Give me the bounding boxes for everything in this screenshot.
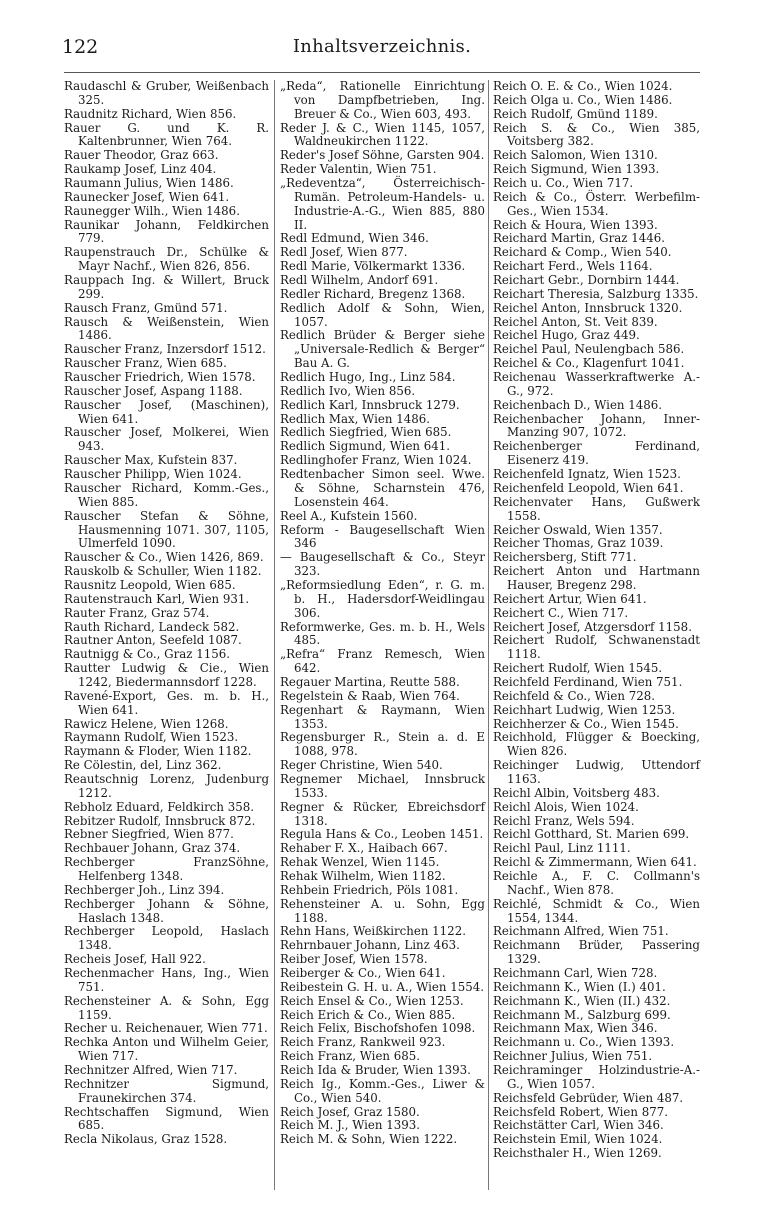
index-entry: Rauppach Ing. & Willert, Bruck 299. <box>64 273 269 301</box>
index-entry: Rautenstrauch Karl, Wien 931. <box>64 591 250 606</box>
index-entry: Raudaschl & Gruber, Weißenbach 325. <box>64 79 269 107</box>
header-rule <box>64 72 700 73</box>
index-entry: Rausch Franz, Gmünd 571. <box>64 300 228 315</box>
index-entry: Reichmann K., Wien (I.) 401. <box>493 979 666 994</box>
index-entry: Raukamp Josef, Linz 404. <box>64 162 217 177</box>
index-entry: Reichert Anton und Hartmann Hauser, Bregenz 298. <box>493 564 700 592</box>
index-entry: Redlich Adolf & Sohn, Wien, 1057. <box>280 300 485 329</box>
index-entry: Rechberger FranzSöhne, Helfenberg 1348. <box>64 855 269 883</box>
index-entry: Rechenmacher Hans, Ing., Wien 751. <box>64 966 269 994</box>
index-entry: Rechberger Johann & Söhne, Haslach 1348. <box>64 896 269 925</box>
index-entry: Rechbauer Johann, Graz 374. <box>64 841 241 856</box>
index-entry: Reichmann Brüder, Passering 1329. <box>493 938 700 967</box>
index-entry: Rautnigg & Co., Graz 1156. <box>64 647 231 662</box>
index-entry: Reich M. J., Wien 1393. <box>280 1118 421 1133</box>
index-entry: Reich O. E. & Co., Wien 1024. <box>493 79 673 93</box>
index-entry: Rauscher Max, Kufstein 837. <box>64 453 238 468</box>
index-column-2 <box>280 80 485 1147</box>
index-entry: Raudnitz Richard, Wien 856. <box>64 106 237 121</box>
index-entry: Raunikar Johann, Feldkirchen 779. <box>64 217 269 246</box>
index-entry: Raymann Rudolf, Wien 1523. <box>64 730 239 745</box>
index-entry: Reichart Gebr., Dornbirn 1444. <box>493 273 680 288</box>
index-entry: Reautschnig Lorenz, Judenburg 1212. <box>64 771 269 800</box>
index-entry: Reichert Rudolf, Schwanenstadt 1118. <box>493 633 700 662</box>
index-entry: Rechnitzer Sigmund, Fraunekirchen 374. <box>64 1076 269 1105</box>
index-entry: Reichenfeld Ignatz, Wien 1523. <box>493 467 681 482</box>
index-entry: Raunegger Wilh., Wien 1486. <box>64 203 240 218</box>
index-entry: Raymann & Floder, Wien 1182. <box>64 744 252 759</box>
index-entry: Rauskolb & Schuller, Wien 1182. <box>64 564 262 579</box>
index-entry: Reichstätter Carl, Wien 346. <box>493 1118 664 1133</box>
index-entry: Reich M. & Sohn, Wien 1222. <box>280 1132 458 1147</box>
index-entry: Rauer Theodor, Graz 663. <box>64 148 219 163</box>
index-entry: Rauer G. und K. R. Kaltenbrunner, Wien 764. <box>64 120 269 149</box>
index-entry: Reichstein Emil, Wien 1024. <box>493 1132 663 1147</box>
index-entry: Rebholz Eduard, Feldkirch 358. <box>64 799 254 814</box>
index-entry: Redlich Brüder & Berger siehe „Universale-Redlich & Berger“ Bau A. G. <box>280 328 485 371</box>
column-divider <box>274 80 275 1190</box>
index-entry: Reichmann K., Wien (II.) 432. <box>493 993 671 1008</box>
index-entry: Reichart Theresia, Salzburg 1335. <box>493 286 699 301</box>
page-header <box>62 36 702 66</box>
index-entry: Reform - Baugesellschaft Wien 346 <box>280 522 485 551</box>
index-entry: Rauscher Richard, Komm.-Ges., Wien 885. <box>64 480 269 509</box>
index-entry: Reichenau Wasserkraftwerke A.-G., 972. <box>493 370 700 398</box>
index-entry: Rautner Anton, Seefeld 1087. <box>64 633 242 648</box>
index-entry: Redlinghofer Franz, Wien 1024. <box>280 453 472 468</box>
index-entry: Redlich Sigmund, Wien 641. <box>280 439 451 454</box>
index-entry: Reichart Ferd., Wels 1164. <box>493 259 653 274</box>
index-entry: Reichert Rudolf, Wien 1545. <box>493 661 663 676</box>
index-entry: Reichel Paul, Neulengbach 586. <box>493 342 685 357</box>
index-entry: Re Cölestin, del, Linz 362. <box>64 758 222 773</box>
index-entry: Reich Josef, Graz 1580. <box>280 1104 420 1119</box>
index-entry: Rechensteiner A. & Sohn, Egg 1159. <box>64 993 269 1022</box>
index-entry: Rausch & Weißenstein, Wien 1486. <box>64 314 269 343</box>
index-entry: Rehbein Friedrich, Pöls 1081. <box>280 882 459 897</box>
index-entry: Rauter Franz, Graz 574. <box>64 605 210 620</box>
index-entry: Reibestein G. H. u. A., Wien 1554. <box>280 979 485 994</box>
index-entry: Reichsthaler H., Wien 1269. <box>493 1146 662 1161</box>
index-entry: Rauth Richard, Landeck 582. <box>64 619 240 634</box>
index-entry: Regensburger R., Stein a. d. E 1088, 978. <box>280 730 485 759</box>
index-entry: Reichl Paul, Linz 1111. <box>493 841 631 856</box>
index-entry: Reichert C., Wien 717. <box>493 605 629 620</box>
index-entry: Reich Rudolf, Gmünd 1189. <box>493 106 658 121</box>
column-divider <box>488 80 489 1190</box>
index-entry: Redlich Hugo, Ing., Linz 584. <box>280 370 456 385</box>
index-entry: Reichel & Co., Klagenfurt 1041. <box>493 356 685 371</box>
index-entry: Reich Franz, Rankweil 923. <box>280 1035 446 1050</box>
index-entry: Reichmann Alfred, Wien 751. <box>493 924 669 939</box>
index-entry: Reformwerke, Ges. m. b. H., Wels 485. <box>280 619 485 648</box>
index-entry: Reich & Co., Österr. Werbefilm-Ges., Wien 1534. <box>493 189 700 218</box>
index-entry: Redl Josef, Wien 877. <box>280 245 408 260</box>
index-entry: Rausnitz Leopold, Wien 685. <box>64 577 236 592</box>
index-entry: Reichersberg, Stift 771. <box>493 550 637 565</box>
index-entry: Reichmann Max, Wien 346. <box>493 1021 658 1036</box>
index-entry: Reichl Gotthard, St. Marien 699. <box>493 827 690 842</box>
index-entry: Reichmann M., Salzburg 699. <box>493 1007 671 1022</box>
index-entry: Redlich Siegfried, Wien 685. <box>280 425 452 440</box>
index-entry: Rauscher Stefan & Söhne, Hausmenning 1071. 307, 1105, Ulmerfeld 1090. <box>64 508 269 551</box>
index-entry: Reich Sigmund, Wien 1393. <box>493 162 660 177</box>
page-number: 122 <box>62 36 99 58</box>
index-entry: Regnemer Michael, Innsbruck 1533. <box>280 771 485 800</box>
index-entry: Rehaber F. X., Haibach 667. <box>280 841 448 856</box>
index-entry: Reichfeld & Co., Wien 728. <box>493 688 655 703</box>
index-entry: Reich Ig., Komm.-Ges., Liwer & Co., Wien 540. <box>280 1076 485 1105</box>
index-entry: Reichenbach D., Wien 1486. <box>493 397 663 412</box>
index-entry: Redler Richard, Bregenz 1368. <box>280 286 466 301</box>
index-entry: Regelstein & Raab, Wien 764. <box>280 688 460 703</box>
index-entry: Reder's Josef Söhne, Garsten 904. <box>280 148 485 163</box>
index-entry: Reichlé, Schmidt & Co., Wien 1554, 1344. <box>493 896 700 925</box>
index-entry: Reel A., Kufstein 1560. <box>280 508 418 523</box>
index-entry: Rauscher & Co., Wien 1426, 869. <box>64 550 264 565</box>
index-entry: Reich Franz, Wien 685. <box>280 1049 421 1064</box>
index-entry: Ravené-Export, Ges. m. b. H., Wien 641. <box>64 688 269 717</box>
index-entry: Rechka Anton und Wilhelm Geier, Wien 717. <box>64 1035 269 1064</box>
index-entry: Reichfeld Ferdinand, Wien 751. <box>493 674 683 689</box>
index-entry: Reichmann u. Co., Wien 1393. <box>493 1035 675 1050</box>
index-entry: Reichner Julius, Wien 751. <box>493 1049 653 1064</box>
index-entry: Redtenbacher Simon seel. Wwe. & Söhne, Scharnstein 476, Losenstein 464. <box>280 467 485 509</box>
index-entry: Reiberger & Co., Wien 641. <box>280 966 446 980</box>
index-entry: Rebitzer Rudolf, Innsbruck 872. <box>64 813 256 828</box>
index-entry: Reichard & Comp., Wien 540. <box>493 245 672 260</box>
index-entry: Reich Felix, Bischofshofen 1098. <box>280 1021 476 1036</box>
index-entry: Redlich Max, Wien 1486. <box>280 411 430 426</box>
index-entry: Rehrnbauer Johann, Linz 463. <box>280 938 460 953</box>
index-entry: Reichel Anton, Innsbruck 1320. <box>493 300 683 315</box>
index-entry: Reich Olga u. Co., Wien 1486. <box>493 92 673 107</box>
index-entry: Reichel Hugo, Graz 449. <box>493 328 640 343</box>
index-entry: Rechtschaffen Sigmund, Wien 685. <box>64 1104 269 1133</box>
index-entry: Rehak Wilhelm, Wien 1182. <box>280 868 446 883</box>
index-entry: Reicher Oswald, Wien 1357. <box>493 522 663 537</box>
index-entry: Reder J. & C., Wien 1145, 1057, Waldneukirchen 1122. <box>280 120 485 149</box>
index-entry: Reichl Alois, Wien 1024. <box>493 799 639 814</box>
index-entry: Reichraminger Holzindustrie-A.-G., Wien 1057. <box>493 1063 700 1091</box>
index-entry: Reichmann Carl, Wien 728. <box>493 966 658 980</box>
index-entry: Reiber Josef, Wien 1578. <box>280 952 428 967</box>
index-entry: Reichsfeld Robert, Wien 877. <box>493 1104 669 1119</box>
index-entry: Reich & Houra, Wien 1393. <box>493 217 658 232</box>
index-entry: Raumann Julius, Wien 1486. <box>64 176 234 191</box>
index-entry: „Reformsiedlung Eden“, r. G. m. b. H., Hadersdorf-Weidlingau 306. <box>280 577 485 620</box>
index-entry: Redl Edmund, Wien 346. <box>280 231 429 246</box>
index-entry: Redlich Ivo, Wien 856. <box>280 383 416 398</box>
index-entry: Reichl Franz, Wels 594. <box>493 813 635 828</box>
index-entry: Rehensteiner A. u. Sohn, Egg 1188. <box>280 896 485 925</box>
index-entry: Raupenstrauch Dr., Schülke & Mayr Nachf., Wien 826, 856. <box>64 245 269 274</box>
index-entry: Reich u. Co., Wien 717. <box>493 176 634 191</box>
index-entry: Reichherzer & Co., Wien 1545. <box>493 716 679 731</box>
page-title: Inhaltsverzeichnis. <box>292 36 472 57</box>
index-entry: Reich Salomon, Wien 1310. <box>493 148 658 163</box>
index-entry: Rauscher Josef, Aspang 1188. <box>64 383 243 398</box>
index-entry: Reichhart Ludwig, Wien 1253. <box>493 702 676 717</box>
index-entry: Raunecker Josef, Wien 641. <box>64 189 230 204</box>
index-entry: Reich S. & Co., Wien 385, Voitsberg 382. <box>493 120 700 149</box>
index-entry: Redl Wilhelm, Andorf 691. <box>280 273 439 288</box>
index-entry: Reich Ensel & Co., Wien 1253. <box>280 993 464 1008</box>
index-entry: Reich Ida & Bruder, Wien 1393. <box>280 1063 471 1078</box>
index-entry: Rehak Wenzel, Wien 1145. <box>280 855 440 870</box>
index-entry: Rechnitzer Alfred, Wien 717. <box>64 1063 238 1078</box>
index-entry: Rauscher Philipp, Wien 1024. <box>64 467 242 482</box>
index-entry: Rauscher Friedrich, Wien 1578. <box>64 370 256 385</box>
index-entry: Reichenfeld Leopold, Wien 641. <box>493 480 684 495</box>
index-column-3 <box>493 80 700 1161</box>
index-entry: Regula Hans & Co., Leoben 1451. <box>280 827 484 842</box>
index-entry: „Reda“, Rationelle Einrichtung von Dampfbetrieben, Ing. Breuer & Co., Wien 603, 493. <box>280 79 485 121</box>
index-entry: Reichard Martin, Graz 1446. <box>493 231 666 246</box>
index-entry: „Redeventza“, Österreichisch-Rumän. Petroleum-Handels- u. Industrie-A.-G., Wien 885, 880 II. <box>280 176 485 232</box>
index-entry: Recheis Josef, Hall 922. <box>64 952 206 967</box>
index-entry: Reichert Josef, Atzgersdorf 1158. <box>493 619 692 634</box>
index-entry: Reichl Albin, Voitsberg 483. <box>493 785 660 800</box>
index-entry: Regauer Martina, Reutte 588. <box>280 674 460 689</box>
index-entry: Reicher Thomas, Graz 1039. <box>493 536 664 551</box>
index-entry: Reichel Anton, St. Veit 839. <box>493 314 658 329</box>
index-entry: Recla Nikolaus, Graz 1528. <box>64 1132 228 1147</box>
index-entry: Rauscher Josef, (Maschinen), Wien 641. <box>64 397 269 426</box>
index-entry: Rawicz Helene, Wien 1268. <box>64 716 229 731</box>
index-entry: Rauscher Franz, Wien 685. <box>64 356 227 371</box>
index-entry: Redlich Karl, Innsbruck 1279. <box>280 397 460 412</box>
index-entry: Rechberger Joh., Linz 394. <box>64 882 225 897</box>
index-entry: Reichinger Ludwig, Uttendorf 1163. <box>493 758 700 786</box>
index-entry: Recher u. Reichenauer, Wien 771. <box>64 1021 268 1036</box>
index-entry: Reichsfeld Gebrüder, Wien 487. <box>493 1090 684 1105</box>
index-entry: Rehn Hans, Weißkirchen 1122. <box>280 924 466 939</box>
index-entry: Reichenberger Ferdinand, Eisenerz 419. <box>493 439 700 468</box>
index-entry: Reichert Artur, Wien 641. <box>493 591 647 606</box>
index-entry: — Baugesellschaft & Co., Steyr 323. <box>280 550 485 579</box>
index-entry: Reichhold, Flügger & Boecking, Wien 826. <box>493 730 700 759</box>
index-entry: Rauscher Franz, Inzersdorf 1512. <box>64 342 266 357</box>
index-entry: Rebner Siegfried, Wien 877. <box>64 827 234 842</box>
index-entry: „Refra“ Franz Remesch, Wien 642. <box>280 647 485 676</box>
index-entry: Reger Christine, Wien 540. <box>280 758 443 773</box>
index-entry: Reichenbacher Johann, Inner-Manzing 907, 1072. <box>493 411 700 440</box>
index-entry: Regner & Rücker, Ebreichsdorf 1318. <box>280 799 485 828</box>
index-entry: Rechberger Leopold, Haslach 1348. <box>64 924 269 953</box>
index-entry: Rautter Ludwig & Cie., Wien 1242, Biedermannsdorf 1228. <box>64 661 269 689</box>
index-entry: Reichenvater Hans, Gußwerk 1558. <box>493 494 700 523</box>
index-entry: Reichl & Zimmermann, Wien 641. <box>493 855 697 870</box>
index-entry: Reich Erich & Co., Wien 885. <box>280 1007 456 1022</box>
index-entry: Reder Valentin, Wien 751. <box>280 162 437 177</box>
index-entry: Regenhart & Raymann, Wien 1353. <box>280 702 485 731</box>
index-entry: Rauscher Josef, Molkerei, Wien 943. <box>64 425 269 454</box>
index-entry: Reichle A., F. C. Collmann's Nachf., Wien 878. <box>493 868 700 897</box>
index-column-1 <box>64 80 269 1147</box>
index-entry: Redl Marie, Völkermarkt 1336. <box>280 259 466 274</box>
